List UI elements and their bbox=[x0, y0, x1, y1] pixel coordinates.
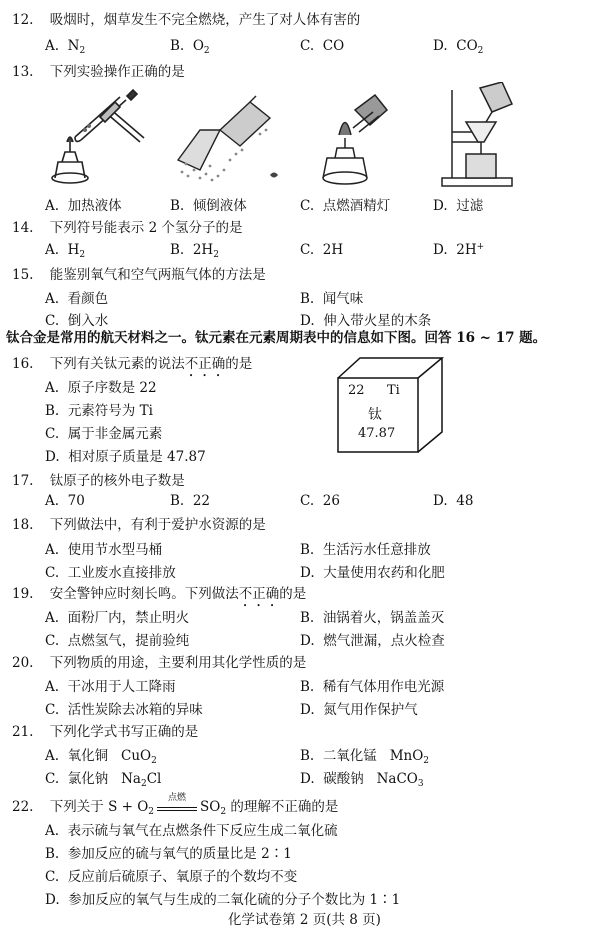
option-c[interactable]: C. 属于非金属元素 bbox=[45, 426, 163, 442]
question-stem bbox=[12, 8, 360, 28]
option-c[interactable]: C. 反应前后硫原子、氧原子的个数均不变 bbox=[45, 869, 298, 885]
filtration-illustration bbox=[440, 82, 520, 192]
pouring-liquid-illustration bbox=[170, 90, 280, 190]
question-stem bbox=[12, 60, 185, 80]
question-text: 下列关于 $S + O_2$ 点燃 $SO_2$ 的理解不正确的是 bbox=[50, 799, 339, 815]
option-a[interactable]: A. 看颜色 bbox=[45, 291, 109, 307]
element-name: 钛 bbox=[368, 407, 382, 423]
element-atomic-number: 22 bbox=[348, 383, 365, 398]
option-b[interactable]: B. 稀有气体用作电光源 bbox=[300, 679, 445, 695]
question-text: 钛原子的核外电子数是 bbox=[49, 473, 185, 489]
question-number: 15. bbox=[12, 267, 34, 283]
element-symbol: Ti bbox=[387, 383, 400, 398]
option-d[interactable]: D. 氮气用作保护气 bbox=[300, 702, 418, 718]
question-number: 21. bbox=[12, 724, 34, 740]
question-number: 18. bbox=[12, 517, 34, 533]
question-stem bbox=[12, 720, 198, 740]
element-mass: 47.87 bbox=[358, 426, 396, 441]
page-footer: 化学试卷第 2 页(共 8 页) bbox=[228, 912, 381, 928]
option-d[interactable]: D. 碳酸钠 NaCO$_3$ bbox=[300, 771, 424, 789]
option-a[interactable]: A. 表示硫与氧气在点燃条件下反应生成二氧化硫 bbox=[45, 823, 338, 839]
option-b[interactable]: B. $2H_2$ bbox=[170, 242, 219, 260]
option-b[interactable]: B. 参加反应的硫与氧气的质量比是 2∶1 bbox=[45, 846, 292, 862]
question-stem bbox=[12, 651, 306, 671]
option-a[interactable]: A. 氧化铜 CuO$_2$ bbox=[45, 748, 157, 766]
element-card bbox=[336, 356, 446, 456]
option-b[interactable]: B. 闻气味 bbox=[300, 291, 364, 307]
option-d[interactable]: D. 伸入带火星的木条 bbox=[300, 313, 432, 329]
option-b[interactable]: B. 油锅着火，锅盖盖灭 bbox=[300, 610, 445, 626]
question-stem bbox=[12, 469, 185, 489]
option-a[interactable]: A. $H_2$ bbox=[45, 242, 86, 260]
question-text: 能鉴别氧气和空气两瓶气体的方法是 bbox=[49, 267, 266, 283]
option-c[interactable]: C. 点燃氢气，提前验纯 bbox=[45, 633, 190, 649]
option-c[interactable]: C. CO bbox=[300, 38, 345, 54]
question-text: 下列化学式书写正确的是 bbox=[49, 724, 199, 740]
reading-passage: 钛合金是常用的航天材料之一。钛元素在元素周期表中的信息如下图。回答 16 ~ 17 题。 bbox=[6, 330, 547, 346]
question-number: 17. bbox=[12, 473, 34, 489]
option-a[interactable]: A. $N_2$ bbox=[45, 38, 86, 56]
question-text: 下列做法中，有利于爱护水资源的是 bbox=[49, 517, 266, 533]
question-stem bbox=[12, 263, 266, 283]
question-text: 下列实验操作正确的是 bbox=[49, 64, 185, 80]
option-c[interactable]: C. 2H bbox=[300, 242, 344, 258]
option-a[interactable]: A. 加热液体 bbox=[45, 198, 122, 214]
reaction-condition: 点燃 bbox=[168, 793, 187, 803]
option-d[interactable]: D. 48 bbox=[433, 493, 474, 509]
question-text: 下列物质的用途，主要利用其化学性质的是 bbox=[49, 655, 307, 671]
question-number: 13. bbox=[12, 64, 34, 80]
reaction-arrow bbox=[157, 793, 197, 811]
option-a[interactable]: A. 干冰用于人工降雨 bbox=[45, 679, 176, 695]
option-d[interactable]: D. 过滤 bbox=[433, 198, 484, 214]
heating-liquid-illustration bbox=[45, 82, 150, 192]
question-stem bbox=[12, 216, 242, 236]
option-c[interactable]: C. 活性炭除去冰箱的异味 bbox=[45, 702, 203, 718]
option-c[interactable]: C. 26 bbox=[300, 493, 340, 509]
question-text: 吸烟时，烟草发生不完全燃烧，产生了对人体有害的 bbox=[49, 12, 361, 28]
lighting-alcohol-lamp-illustration bbox=[315, 90, 395, 190]
option-b[interactable]: B. 二氧化锰 MnO$_2$ bbox=[300, 748, 430, 766]
option-d[interactable]: D. 燃气泄漏，点火检查 bbox=[300, 633, 445, 649]
question-text: 下列有关钛元素的说法不正确的是 bbox=[49, 356, 253, 372]
option-a[interactable]: A. 使用节水型马桶 bbox=[45, 542, 163, 558]
option-d[interactable]: D. 大量使用农药和化肥 bbox=[300, 565, 445, 581]
option-d[interactable]: D. 参加反应的氧气与生成的二氧化硫的分子个数比为 1∶1 bbox=[45, 892, 401, 908]
option-b[interactable]: B. 生活污水任意排放 bbox=[300, 542, 431, 558]
option-c[interactable]: C. 点燃酒精灯 bbox=[300, 198, 391, 214]
option-d[interactable]: D. 2H+ bbox=[433, 242, 485, 258]
option-c[interactable]: C. 工业废水直接排放 bbox=[45, 565, 176, 581]
question-text: 下列符号能表示 2 个氢分子的是 bbox=[49, 220, 243, 236]
question-number: 14. bbox=[12, 220, 34, 236]
option-c[interactable]: C. 氯化钠 $Na_2Cl$ bbox=[45, 771, 162, 789]
question-number: 19. bbox=[12, 586, 34, 602]
question-stem bbox=[12, 795, 338, 817]
question-number: 22. bbox=[12, 799, 34, 815]
question-number: 12. bbox=[12, 12, 34, 28]
question-number: 20. bbox=[12, 655, 34, 671]
option-a[interactable]: A. 原子序数是 22 bbox=[45, 380, 157, 396]
question-stem bbox=[12, 513, 266, 533]
option-b[interactable]: B. 倾倒液体 bbox=[170, 198, 247, 214]
option-a[interactable]: A. 70 bbox=[45, 493, 85, 509]
question-number: 16. bbox=[12, 356, 34, 372]
option-b[interactable]: B. 22 bbox=[170, 493, 210, 509]
question-text: 安全警钟应时刻长鸣。下列做法不正确的是 bbox=[49, 586, 307, 602]
option-a[interactable]: A. 面粉厂内，禁止明火 bbox=[45, 610, 190, 626]
option-d[interactable]: D. $CO_2$ bbox=[433, 38, 484, 56]
option-c[interactable]: C. 倒入水 bbox=[45, 313, 109, 329]
option-b[interactable]: B. $O_2$ bbox=[170, 38, 210, 56]
option-d[interactable]: D. 相对原子质量是 47.87 bbox=[45, 449, 206, 465]
option-b[interactable]: B. 元素符号为 Ti bbox=[45, 403, 153, 419]
